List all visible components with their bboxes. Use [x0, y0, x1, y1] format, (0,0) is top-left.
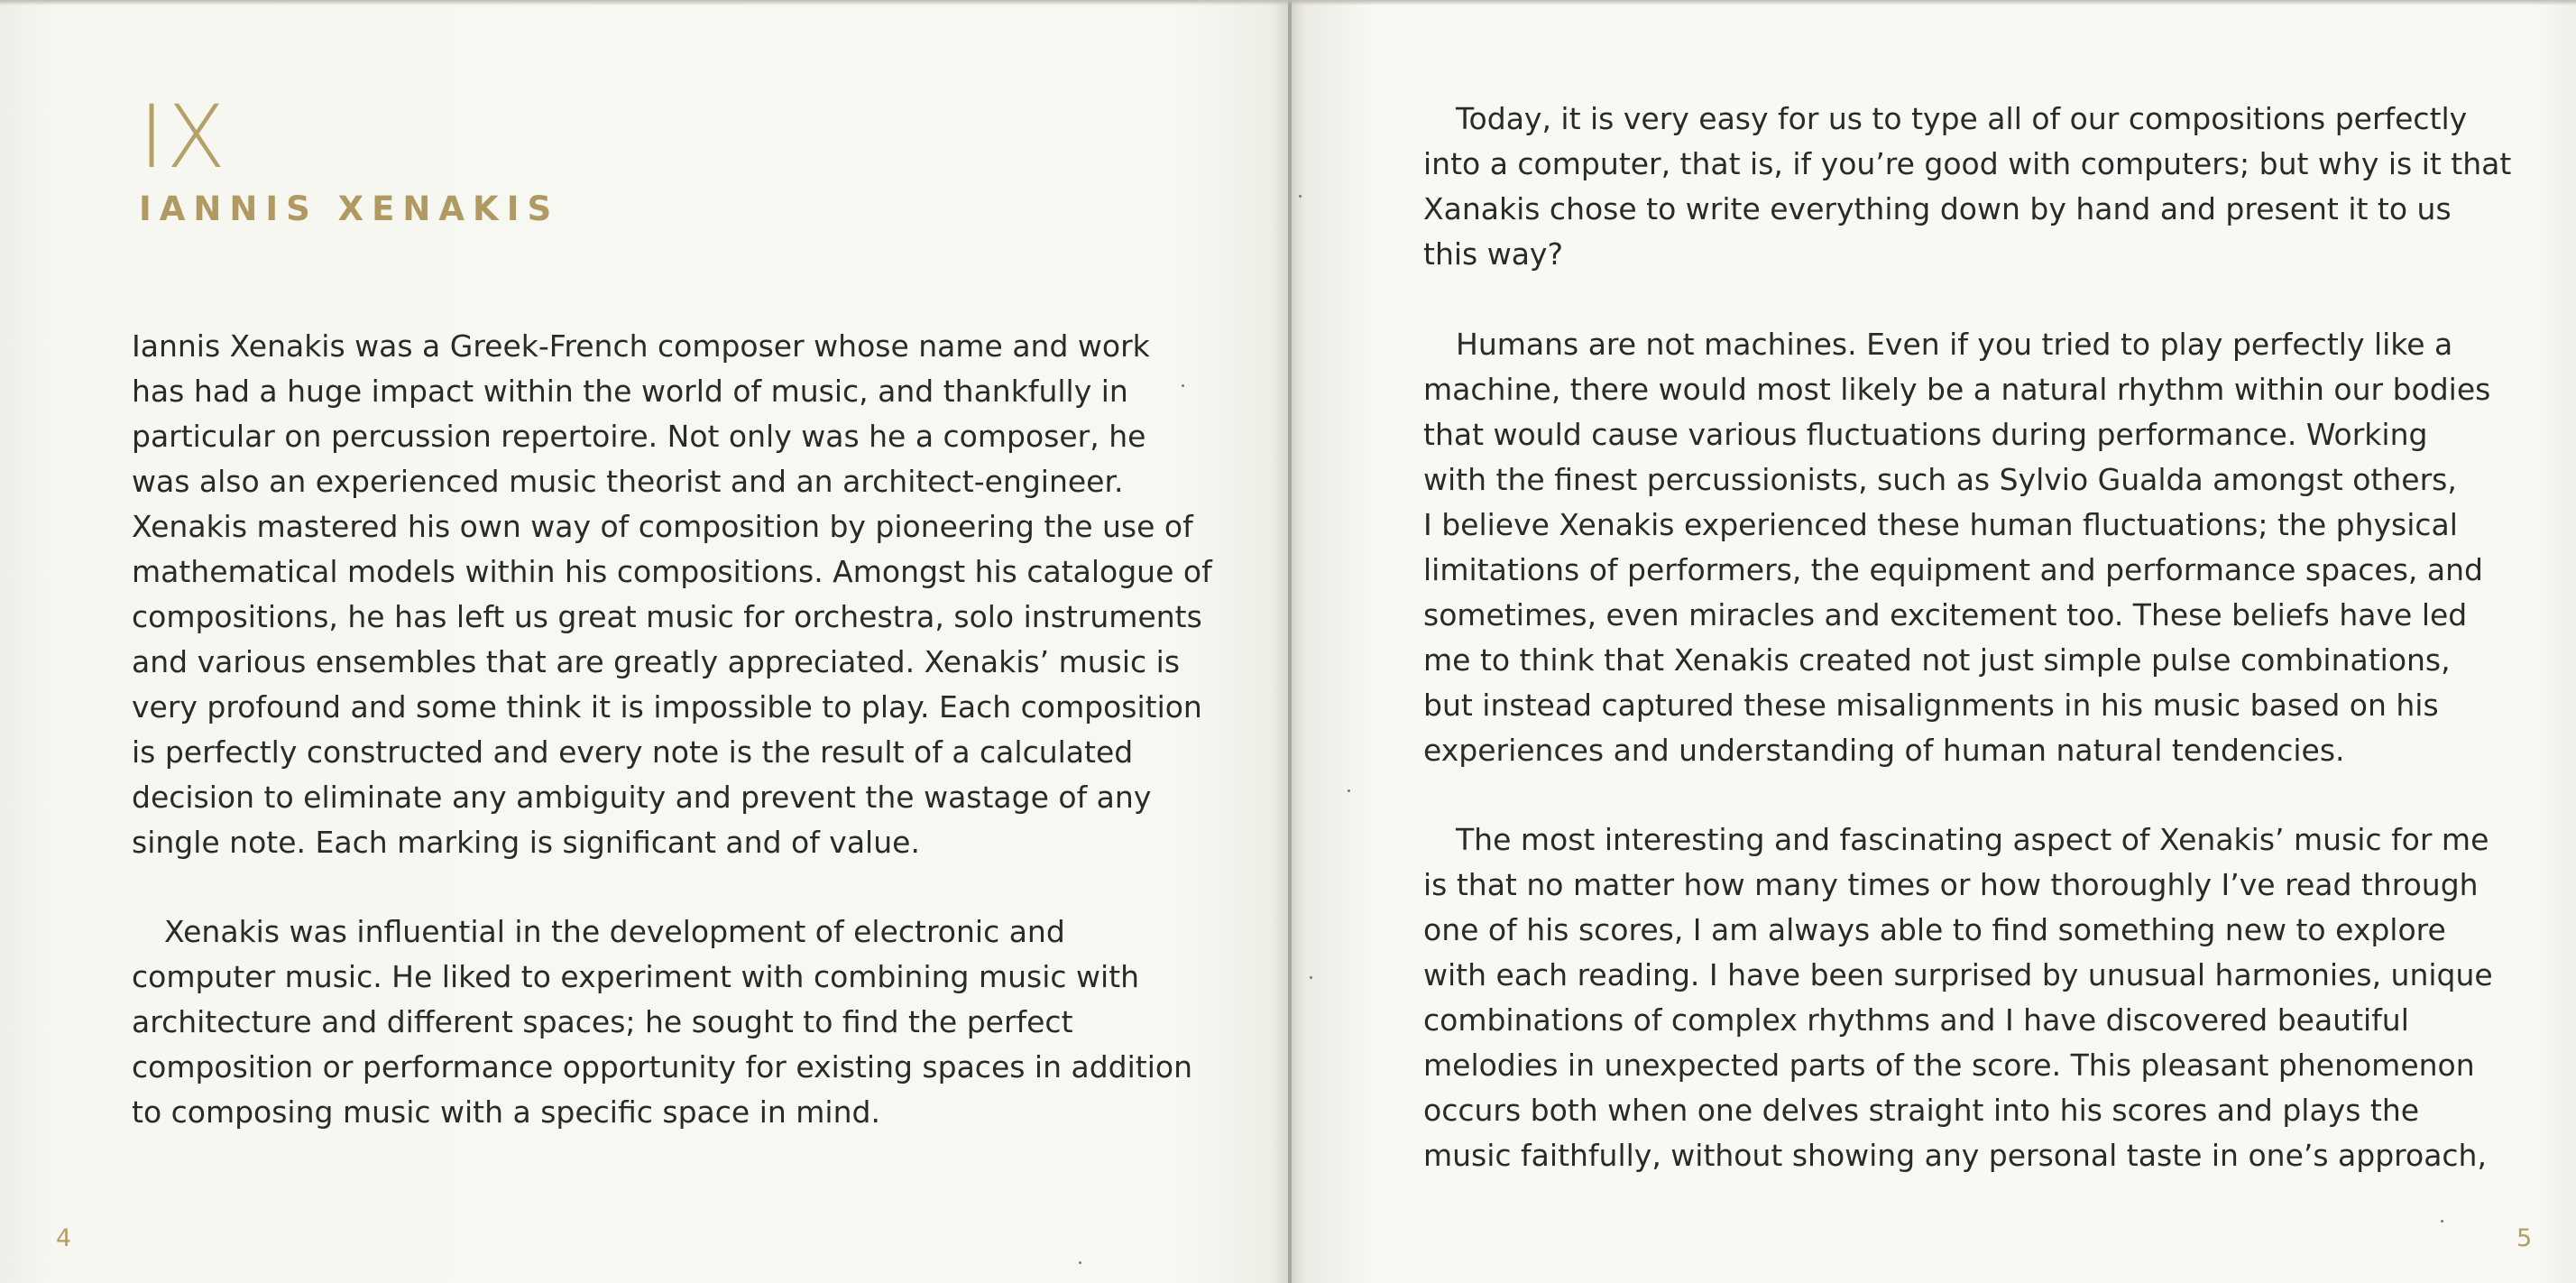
text-line: me to think that Xenakis created not just simple pulse combinations,: [1423, 642, 2451, 678]
right-paragraph-1: [1423, 97, 2512, 277]
text-line: Xenakis mastered his own way of composition by pioneering the use of: [132, 509, 1193, 544]
text-line: Humans are not machines. Even if you tried to play perfectly like a: [1456, 327, 2453, 362]
chapter-number: IX: [139, 87, 228, 188]
text-line: melodies in unexpected parts of the score. This pleasant phenomenon: [1423, 1048, 2475, 1083]
text-line: sometimes, even miracles and excitement too. These beliefs have led: [1423, 597, 2468, 632]
text-line: single note. Each marking is significant and of value.: [132, 825, 920, 860]
paper-speck: [1079, 1261, 1081, 1264]
text-line: occurs both when one delves straight into his scores and plays the: [1423, 1093, 2420, 1128]
left-paragraph-2: [132, 909, 1192, 1135]
text-line: The most interesting and fascinating aspect of Xenakis’ music for me: [1456, 822, 2489, 857]
text-line: and various ensembles that are greatly appreciated. Xenakis’ music is: [132, 644, 1181, 679]
text-line: to composing music with a specific space in mind.: [132, 1094, 880, 1130]
chapter-title: IANNIS XENAKIS: [139, 189, 560, 228]
paper-speck: [1348, 789, 1350, 792]
left-paragraph-1: [132, 324, 1212, 865]
page-top-shadow: [0, 0, 2576, 5]
text-line: Xenakis was influential in the development of electronic and: [164, 914, 1065, 949]
text-line: music faithfully, without showing any personal taste in one’s approach,: [1423, 1138, 2487, 1173]
text-line: Xanakis chose to write everything down by hand and present it to us: [1423, 191, 2452, 226]
text-line: is that no matter how many times or how thoroughly I’ve read through: [1423, 867, 2479, 902]
text-line: Iannis Xenakis was a Greek-French composer whose name and work: [132, 328, 1150, 364]
text-line: this way?: [1423, 236, 1563, 272]
text-line: decision to eliminate any ambiguity and prevent the wastage of any: [132, 780, 1152, 815]
page-number-left: 4: [56, 1224, 72, 1252]
text-line: with the finest percussionists, such as Sylvio Gualda amongst others,: [1423, 462, 2457, 497]
text-line: experiences and understanding of human natural tendencies.: [1423, 733, 2345, 768]
text-line: into a computer, that is, if you’re good with computers; but why is it that: [1423, 146, 2512, 181]
right-paragraph-2: [1423, 322, 2491, 773]
text-line: was also an experienced music theorist and an architect-engineer.: [132, 464, 1124, 499]
paper-speck: [2441, 1220, 2443, 1223]
paper-speck: [1310, 976, 1312, 979]
page-number-right: 5: [2516, 1224, 2533, 1252]
text-line: particular on percussion repertoire. Not only was he a composer, he: [132, 419, 1146, 454]
text-line: combinations of complex rhythms and I have discovered beautiful: [1423, 1002, 2409, 1038]
text-line: very profound and some think it is impossible to play. Each composition: [132, 689, 1202, 725]
text-line: has had a huge impact within the world of music, and thankfully in: [132, 374, 1128, 409]
paper-speck: [1182, 384, 1184, 387]
right-paragraph-3: [1423, 817, 2493, 1178]
text-line: composition or performance opportunity for existing spaces in addition: [132, 1049, 1192, 1085]
text-line: that would cause various fluctuations during performance. Working: [1423, 417, 2428, 452]
text-line: mathematical models within his compositions. Amongst his catalogue of: [132, 554, 1212, 589]
paper-speck: [1299, 195, 1302, 198]
text-line: machine, there would most likely be a natural rhythm within our bodies: [1423, 372, 2491, 407]
text-line: but instead captured these misalignments in his music based on his: [1423, 688, 2439, 723]
text-line: compositions, he has left us great music for orchestra, solo instruments: [132, 599, 1202, 634]
text-line: one of his scores, I am always able to find something new to explore: [1423, 912, 2446, 947]
text-line: with each reading. I have been surprised by unusual harmonies, unique: [1423, 957, 2493, 992]
text-line: computer music. He liked to experiment with combining music with: [132, 959, 1140, 994]
text-line: architecture and different spaces; he sought to find the perfect: [132, 1004, 1073, 1039]
text-line: limitations of performers, the equipment and performance spaces, and: [1423, 552, 2483, 587]
text-line: is perfectly constructed and every note is the result of a calculated: [132, 734, 1134, 770]
text-line: Today, it is very easy for us to type all of our compositions perfectly: [1456, 101, 2468, 136]
text-line: I believe Xenakis experienced these human fluctuations; the physical: [1423, 507, 2458, 542]
